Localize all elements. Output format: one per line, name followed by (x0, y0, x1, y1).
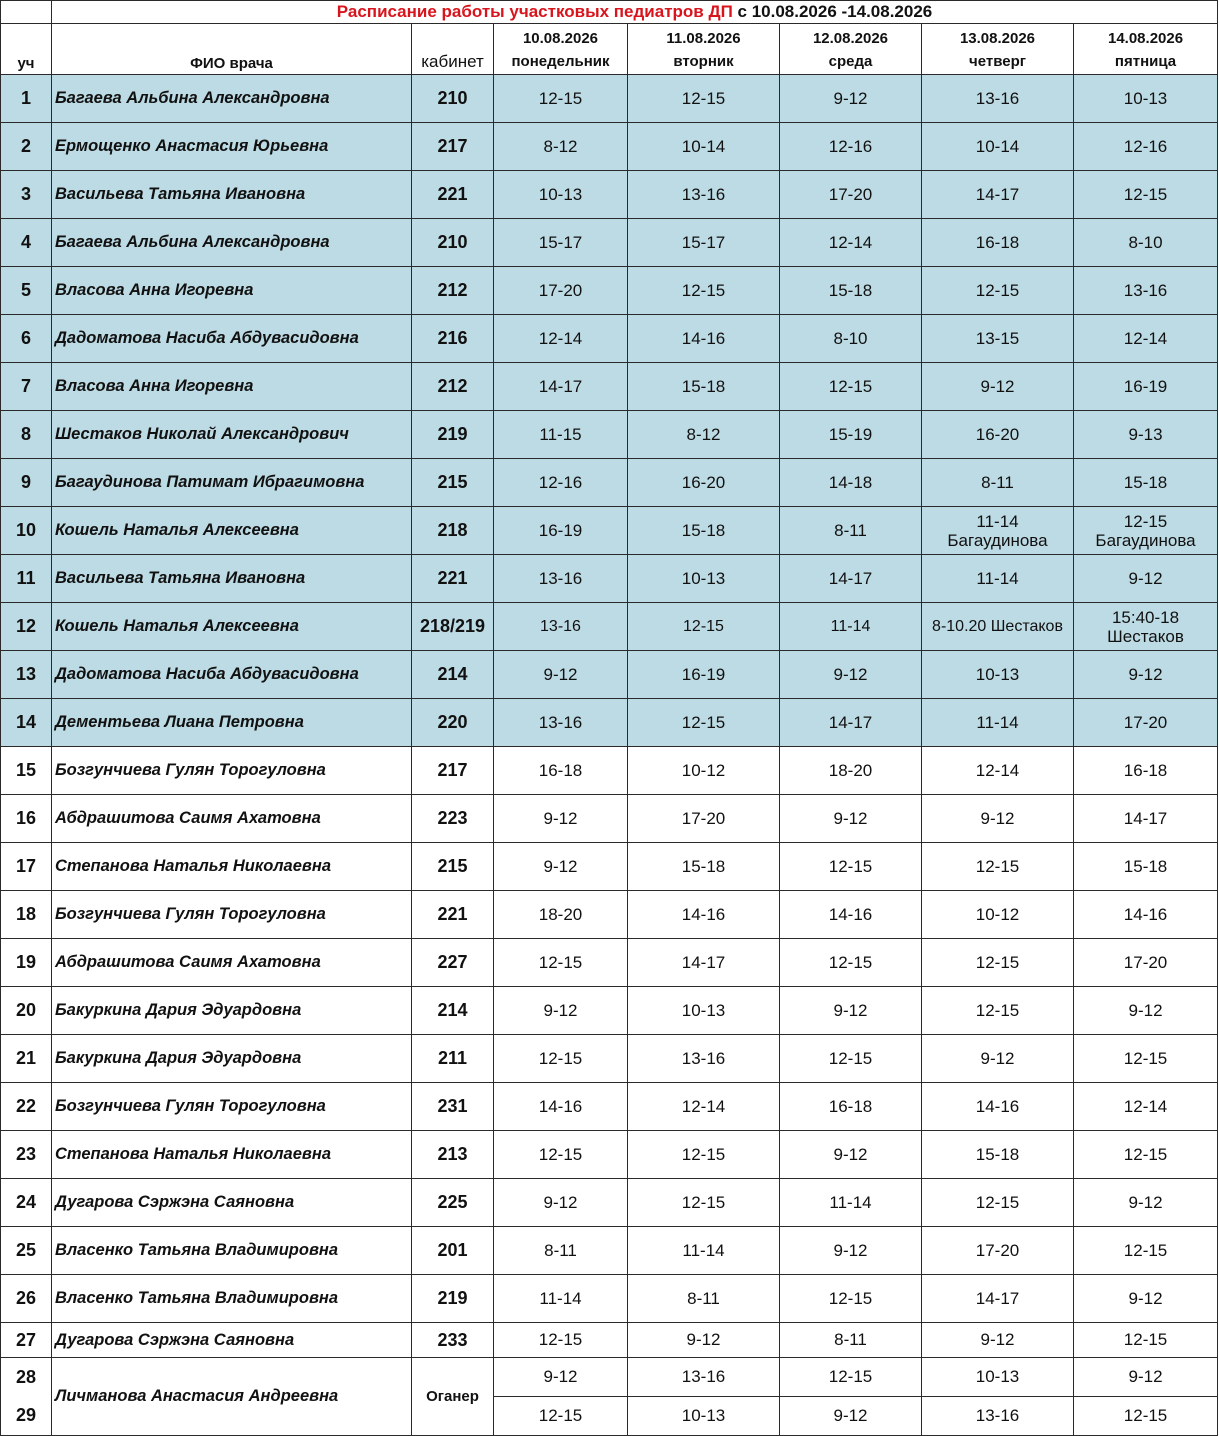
schedule-cell: 13-16 (922, 75, 1074, 123)
schedule-cell (1074, 603, 1218, 651)
doctor-name: Дадоматова Насиба Абдувасидовна (52, 315, 412, 363)
row-number: 10 (1, 507, 52, 555)
cabinet-cell: 217 (412, 747, 494, 795)
cabinet-cell: 220 (412, 699, 494, 747)
schedule-cell: 12-15 (780, 1358, 922, 1397)
schedule-cell: 10-13 (628, 555, 780, 603)
schedule-cell: 13-16 (628, 171, 780, 219)
doctor-name: Бакуркина Дария Эдуардовна (52, 1035, 412, 1083)
schedule-cell: 14-17 (1074, 795, 1218, 843)
table-row (1, 1323, 1218, 1358)
cabinet-cell: 212 (412, 363, 494, 411)
cabinet-cell: 218/219 (412, 603, 494, 651)
doctor-name: Бозгунчиева Гулян Торогуловна (52, 891, 412, 939)
table-row (1, 171, 1218, 219)
table-row (1, 315, 1218, 363)
schedule-cell: 11-14 (922, 699, 1074, 747)
schedule-cell: 12-15 (628, 267, 780, 315)
schedule-cell: 11-15 (494, 411, 628, 459)
substitute-doctor: Багаудинова (947, 530, 1048, 550)
schedule-cell: 9-12 (1074, 555, 1218, 603)
header-weekday: понедельник (511, 53, 610, 70)
table-row (1, 459, 1218, 507)
table-row (1, 1131, 1218, 1179)
schedule-cell: 9-12 (494, 1358, 628, 1397)
row-number: 13 (1, 651, 52, 699)
doctor-name: Кошель Наталья Алексеевна (52, 603, 412, 651)
schedule-cell: 16-18 (922, 219, 1074, 267)
cabinet-cell: 213 (412, 1131, 494, 1179)
cabinet-cell: 216 (412, 315, 494, 363)
schedule-cell: 12-14 (1074, 1083, 1218, 1131)
cabinet-cell: 227 (412, 939, 494, 987)
doctor-name: Шестаков Николай Александрович (52, 411, 412, 459)
schedule-cell: 9-12 (494, 1179, 628, 1227)
schedule-cell: 8-11 (628, 1275, 780, 1323)
header-day (922, 24, 1074, 75)
doctor-name: Личманова Анастасия Андреевна (52, 1358, 412, 1436)
schedule-cell: 15-18 (628, 363, 780, 411)
table-row (1, 267, 1218, 315)
cabinet-cell: 214 (412, 651, 494, 699)
schedule-cell: 10-14 (628, 123, 780, 171)
row-number: 5 (1, 267, 52, 315)
table-row (1, 939, 1218, 987)
schedule-cell: 17-20 (628, 795, 780, 843)
schedule-cell: 9-12 (780, 795, 922, 843)
row-number: 19 (1, 939, 52, 987)
header-date: 11.08.2026 (666, 30, 741, 47)
schedule-cell: 12-15 (494, 1131, 628, 1179)
doctor-name: Степанова Наталья Николаевна (52, 1131, 412, 1179)
schedule-cell: 9-12 (780, 75, 922, 123)
schedule-cell: 9-12 (922, 363, 1074, 411)
schedule-cell: 8-10.20 Шестаков (922, 603, 1074, 651)
schedule-cell: 13-16 (494, 603, 628, 651)
cabinet-cell: 223 (412, 795, 494, 843)
doctor-name: Абдрашитова Саимя Ахатовна (52, 795, 412, 843)
row-number: 12 (1, 603, 52, 651)
header-date: 13.08.2026 (959, 30, 1036, 47)
schedule-cell: 8-10 (1074, 219, 1218, 267)
title-main: Расписание работы участковых педиатров ДП (336, 2, 733, 21)
table-row (1, 75, 1218, 123)
doctor-name: Степанова Наталья Николаевна (52, 843, 412, 891)
table-row (1, 507, 1218, 555)
schedule-cell: 9-12 (780, 987, 922, 1035)
doctor-name: Багаудинова Патимат Ибрагимовна (52, 459, 412, 507)
cabinet-cell: 225 (412, 1179, 494, 1227)
schedule-cell: 9-12 (780, 651, 922, 699)
schedule-cell: 8-10 (780, 315, 922, 363)
schedule-cell: 12-15 (494, 939, 628, 987)
schedule-cell: 17-20 (1074, 699, 1218, 747)
cabinet-cell: 233 (412, 1323, 494, 1358)
row-number: 11 (1, 555, 52, 603)
schedule-cell: 16-19 (628, 651, 780, 699)
schedule-cell: 9-12 (494, 843, 628, 891)
schedule-cell: 14-16 (1074, 891, 1218, 939)
cabinet-cell: 221 (412, 555, 494, 603)
row-number: 4 (1, 219, 52, 267)
schedule-cell: 12-15 (780, 363, 922, 411)
schedule-cell: 12-15 (780, 843, 922, 891)
schedule-cell: 12-15 (628, 75, 780, 123)
cabinet-cell: 210 (412, 75, 494, 123)
row-number: 25 (1, 1227, 52, 1275)
cabinet-cell: 210 (412, 219, 494, 267)
doctor-name: Васильева Татьяна Ивановна (52, 555, 412, 603)
row-number: 6 (1, 315, 52, 363)
schedule-cell: 14-16 (922, 1083, 1074, 1131)
schedule-cell: 16-20 (628, 459, 780, 507)
schedule-cell: 10-13 (922, 1358, 1074, 1397)
cabinet-cell: 219 (412, 411, 494, 459)
title-corner (1, 1, 52, 24)
row-number: 22 (1, 1083, 52, 1131)
schedule-cell: 12-15 (922, 1179, 1074, 1227)
table-row (1, 987, 1218, 1035)
schedule-cell: 11-14 (780, 603, 922, 651)
schedule-cell: 16-20 (922, 411, 1074, 459)
header-date: 12.08.2026 (812, 30, 889, 47)
doctor-name: Власова Анна Игоревна (52, 363, 412, 411)
schedule-cell: 16-19 (494, 507, 628, 555)
schedule-cell: 8-11 (780, 507, 922, 555)
schedule-cell: 13-16 (494, 699, 628, 747)
schedule-cell: 9-12 (1074, 1275, 1218, 1323)
schedule-cell: 9-12 (1074, 651, 1218, 699)
table-row (1, 891, 1218, 939)
schedule-cell: 11-14 (628, 1227, 780, 1275)
schedule-cell: 12-15 (1074, 171, 1218, 219)
schedule-cell: 9-12 (780, 1397, 922, 1436)
schedule-cell: 14-18 (780, 459, 922, 507)
cabinet-cell: 215 (412, 459, 494, 507)
row-number: 23 (1, 1131, 52, 1179)
doctor-name: Дадоматова Насиба Абдувасидовна (52, 651, 412, 699)
table-row (1, 123, 1218, 171)
cabinet-cell: 215 (412, 843, 494, 891)
cabinet-cell: 212 (412, 267, 494, 315)
schedule-cell: 12-15 (628, 1131, 780, 1179)
schedule-cell: 10-13 (1074, 75, 1218, 123)
header-fio: ФИО врача (52, 24, 412, 75)
schedule-cell: 9-12 (494, 795, 628, 843)
doctor-name: Багаева Альбина Александровна (52, 75, 412, 123)
schedule-cell: 9-12 (780, 1131, 922, 1179)
schedule-cell: 12-15 (1074, 1397, 1218, 1436)
schedule-cell: 9-12 (922, 1035, 1074, 1083)
schedule-cell: 11-14 (494, 1275, 628, 1323)
title-range: с 10.08.2026 -14.08.2026 (732, 2, 933, 21)
schedule-cell: 12-16 (780, 123, 922, 171)
schedule-cell: 12-15 (780, 1275, 922, 1323)
table-row (1, 747, 1218, 795)
schedule-cell: 12-15 (494, 1397, 628, 1436)
schedule-cell: 15-18 (780, 267, 922, 315)
cabinet-cell: 217 (412, 123, 494, 171)
schedule-cell: 14-17 (780, 555, 922, 603)
row-number: 28 (1, 1358, 52, 1397)
schedule-cell: 15-17 (494, 219, 628, 267)
schedule-cell: 17-20 (780, 171, 922, 219)
doctor-name: Власова Анна Игоревна (52, 267, 412, 315)
schedule-cell: 14-16 (780, 891, 922, 939)
schedule-cell: 14-17 (922, 1275, 1074, 1323)
schedule-cell: 15-18 (1074, 843, 1218, 891)
doctor-name: Дугарова Сэржэна Саяновна (52, 1179, 412, 1227)
schedule-cell: 12-15 (1074, 1131, 1218, 1179)
row-number: 9 (1, 459, 52, 507)
schedule-cell: 18-20 (780, 747, 922, 795)
schedule-cell: 17-20 (1074, 939, 1218, 987)
schedule-cell: 10-13 (494, 171, 628, 219)
table-row (1, 411, 1218, 459)
schedule-cell: 15-18 (628, 843, 780, 891)
schedule-cell: 14-17 (628, 939, 780, 987)
schedule-cell: 13-16 (628, 1358, 780, 1397)
schedule-cell: 15-18 (922, 1131, 1074, 1179)
schedule-time: 15:40-18 (1111, 607, 1180, 627)
doctor-name: Бозгунчиева Гулян Торогуловна (52, 747, 412, 795)
schedule-cell: 9-12 (780, 1227, 922, 1275)
row-number: 15 (1, 747, 52, 795)
row-number: 26 (1, 1275, 52, 1323)
table-row (1, 1083, 1218, 1131)
header-day (1074, 24, 1218, 75)
header-weekday: четверг (969, 53, 1026, 70)
schedule-cell: 12-16 (1074, 123, 1218, 171)
schedule-cell: 12-15 (922, 939, 1074, 987)
substitute-doctor: Багаудинова (1095, 530, 1196, 550)
schedule-cell: 10-13 (922, 651, 1074, 699)
schedule-cell: 12-15 (922, 843, 1074, 891)
schedule-cell (1074, 507, 1218, 555)
table-row (1, 1275, 1218, 1323)
cabinet-cell: 214 (412, 987, 494, 1035)
header-weekday: вторник (673, 53, 734, 70)
cabinet-cell: Оганер (412, 1358, 494, 1436)
schedule-cell: 12-16 (494, 459, 628, 507)
schedule-cell: 9-12 (494, 987, 628, 1035)
schedule-cell: 11-14 (922, 555, 1074, 603)
schedule-cell: 9-12 (922, 1323, 1074, 1358)
schedule-cell: 14-17 (780, 699, 922, 747)
schedule-cell: 9-13 (1074, 411, 1218, 459)
schedule-cell: 8-12 (494, 123, 628, 171)
schedule-cell: 12-14 (780, 219, 922, 267)
row-number: 16 (1, 795, 52, 843)
schedule-cell: 9-12 (1074, 987, 1218, 1035)
row-number: 27 (1, 1323, 52, 1358)
header-weekday: среда (828, 53, 873, 70)
schedule-cell: 8-11 (494, 1227, 628, 1275)
row-number: 8 (1, 411, 52, 459)
cabinet-cell: 221 (412, 891, 494, 939)
table-row (1, 1358, 1218, 1397)
header-day (628, 24, 780, 75)
schedule-cell: 16-18 (494, 747, 628, 795)
schedule-cell: 12-15 (922, 267, 1074, 315)
row-number: 29 (1, 1397, 52, 1436)
schedule-cell: 16-18 (780, 1083, 922, 1131)
table-row (1, 843, 1218, 891)
row-number: 20 (1, 987, 52, 1035)
schedule-cell: 12-15 (628, 699, 780, 747)
schedule-cell: 15-18 (628, 507, 780, 555)
schedule-cell: 9-12 (628, 1323, 780, 1358)
schedule-cell: 12-15 (1074, 1035, 1218, 1083)
table-row (1, 1227, 1218, 1275)
schedule-cell: 9-12 (1074, 1358, 1218, 1397)
schedule-cell: 12-15 (1074, 1323, 1218, 1358)
schedule-cell: 10-12 (922, 891, 1074, 939)
schedule-cell: 15-17 (628, 219, 780, 267)
doctor-name: Бозгунчиева Гулян Торогуловна (52, 1083, 412, 1131)
table-row (1, 603, 1218, 651)
schedule-cell: 8-11 (780, 1323, 922, 1358)
schedule-cell: 16-18 (1074, 747, 1218, 795)
row-number: 1 (1, 75, 52, 123)
schedule-cell: 10-14 (922, 123, 1074, 171)
schedule-cell: 13-15 (922, 315, 1074, 363)
table-row (1, 363, 1218, 411)
doctor-name: Власенко Татьяна Владимировна (52, 1227, 412, 1275)
row-number: 14 (1, 699, 52, 747)
schedule-cell: 10-13 (628, 1397, 780, 1436)
schedule-time: 11-14 (976, 511, 1019, 531)
schedule-cell: 12-15 (780, 1035, 922, 1083)
cabinet-cell: 219 (412, 1275, 494, 1323)
schedule-cell: 9-12 (922, 795, 1074, 843)
table-row (1, 699, 1218, 747)
schedule-cell: 14-16 (494, 1083, 628, 1131)
title-row (1, 1, 1218, 24)
schedule-cell (922, 507, 1074, 555)
table-row (1, 555, 1218, 603)
row-number: 17 (1, 843, 52, 891)
substitute-doctor: Шестаков (1107, 626, 1184, 646)
schedule-cell: 12-14 (1074, 315, 1218, 363)
table-row (1, 1179, 1218, 1227)
schedule-cell: 14-17 (922, 171, 1074, 219)
schedule-cell: 12-15 (780, 939, 922, 987)
doctor-name: Дементьева Лиана Петровна (52, 699, 412, 747)
schedule-cell: 17-20 (494, 267, 628, 315)
schedule-cell: 12-15 (494, 1323, 628, 1358)
schedule-cell: 13-16 (1074, 267, 1218, 315)
schedule-cell: 12-14 (922, 747, 1074, 795)
header-day (494, 24, 628, 75)
schedule-cell: 14-16 (628, 891, 780, 939)
doctor-name: Бакуркина Дария Эдуардовна (52, 987, 412, 1035)
doctor-name: Абдрашитова Саимя Ахатовна (52, 939, 412, 987)
table-row (1, 651, 1218, 699)
schedule-cell: 12-15 (922, 987, 1074, 1035)
header-weekday: пятница (1114, 53, 1177, 70)
table-row (1, 1035, 1218, 1083)
schedule-cell: 12-15 (628, 603, 780, 651)
schedule-cell: 10-12 (628, 747, 780, 795)
schedule-cell: 9-12 (1074, 1179, 1218, 1227)
table-row (1, 795, 1218, 843)
row-number: 24 (1, 1179, 52, 1227)
schedule-cell: 10-13 (628, 987, 780, 1035)
doctor-name: Ермощенко Анастасия Юрьевна (52, 123, 412, 171)
row-number: 2 (1, 123, 52, 171)
schedule-cell: 14-17 (494, 363, 628, 411)
header-row (1, 24, 1218, 75)
header-cabinet: кабинет (412, 24, 494, 75)
doctor-name: Кошель Наталья Алексеевна (52, 507, 412, 555)
header-date: 14.08.2026 (1107, 30, 1184, 47)
schedule-cell: 15-19 (780, 411, 922, 459)
doctor-name: Власенко Татьяна Владимировна (52, 1275, 412, 1323)
schedule-cell: 12-14 (494, 315, 628, 363)
schedule-cell: 9-12 (494, 651, 628, 699)
schedule-cell: 8-12 (628, 411, 780, 459)
doctor-name: Дугарова Сэржэна Саяновна (52, 1323, 412, 1358)
schedule-time: 12-15 (1123, 511, 1168, 531)
schedule-cell: 13-16 (922, 1397, 1074, 1436)
cabinet-cell: 211 (412, 1035, 494, 1083)
schedule-cell: 17-20 (922, 1227, 1074, 1275)
schedule-cell: 14-16 (628, 315, 780, 363)
header-day (780, 24, 922, 75)
schedule-cell: 13-16 (628, 1035, 780, 1083)
row-number: 7 (1, 363, 52, 411)
schedule-cell: 12-15 (1074, 1227, 1218, 1275)
cabinet-cell: 231 (412, 1083, 494, 1131)
doctor-name: Багаева Альбина Александровна (52, 219, 412, 267)
doctor-name: Васильева Татьяна Ивановна (52, 171, 412, 219)
schedule-cell: 12-14 (628, 1083, 780, 1131)
cabinet-cell: 221 (412, 171, 494, 219)
cabinet-cell: 201 (412, 1227, 494, 1275)
row-number: 3 (1, 171, 52, 219)
page-title (52, 1, 1218, 24)
schedule-cell: 8-11 (922, 459, 1074, 507)
schedule-cell: 12-15 (628, 1179, 780, 1227)
row-number: 21 (1, 1035, 52, 1083)
header-uch: уч (1, 24, 52, 75)
row-number: 18 (1, 891, 52, 939)
cabinet-cell: 218 (412, 507, 494, 555)
schedule-cell: 12-15 (494, 75, 628, 123)
schedule-cell: 11-14 (780, 1179, 922, 1227)
schedule-cell: 18-20 (494, 891, 628, 939)
header-date: 10.08.2026 (522, 30, 599, 47)
schedule-cell: 12-15 (494, 1035, 628, 1083)
schedule-cell: 13-16 (494, 555, 628, 603)
schedule-cell: 16-19 (1074, 363, 1218, 411)
schedule-cell: 15-18 (1074, 459, 1218, 507)
table-row (1, 219, 1218, 267)
